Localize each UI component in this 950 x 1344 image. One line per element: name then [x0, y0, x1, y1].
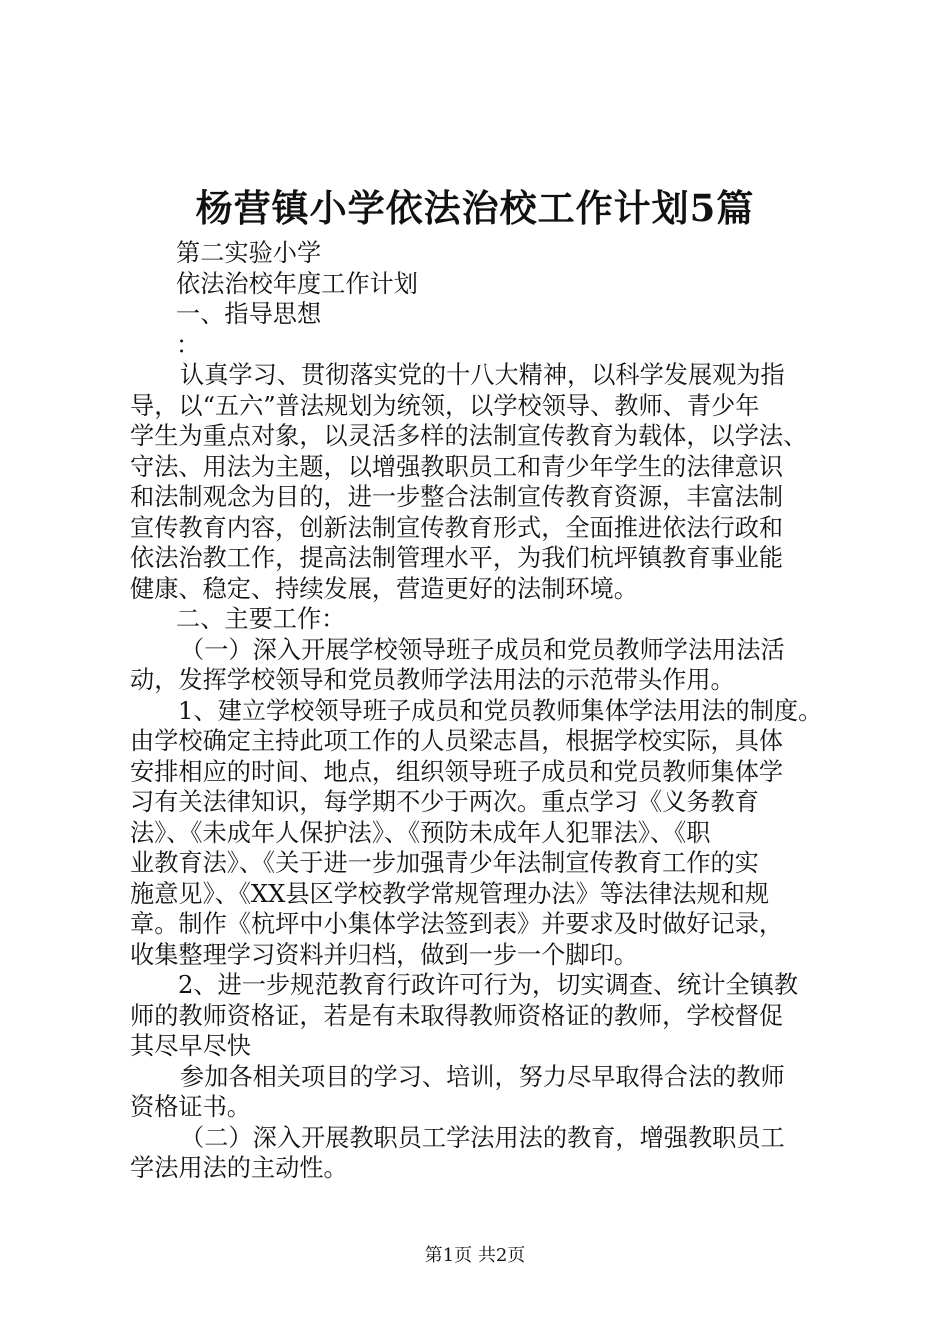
body-line: ：	[176, 330, 201, 359]
document-body	[130, 238, 850, 1184]
body-line: 法》、《未成年人保护法》、《预防未成年人犯罪法》、《职	[130, 818, 711, 847]
body-line: 学生为重点对象，以灵活多样的法制宣传教育为载体，以学法、	[130, 422, 808, 450]
body-line: 第二实验小学	[176, 239, 322, 267]
body-line: 由学校确定主持此项工作的人员梁志昌，根据学校实际，具体	[130, 727, 784, 755]
body-line: 师的教师资格证，若是有未取得教师资格证的教师，学校督促	[130, 1001, 784, 1030]
body-line: 健康、稳定、持续发展，营造更好的法制环境。	[130, 574, 638, 603]
body-line: 依法治校年度工作计划	[176, 269, 418, 298]
body-line: 其尽早尽快	[130, 1032, 251, 1060]
body-line: 认真学习、贯彻落实党的十八大精神，以科学发展观为指	[180, 361, 785, 389]
body-line: 施意见》、《XX县区学校教学常规管理办法》等法律法规和规	[130, 879, 770, 908]
body-line: 参加各相关项目的学习、培训，努力尽早取得合法的教师	[180, 1062, 785, 1091]
body-line: 守法、用法为主题，以增强教职员工和青少年学生的法律意识	[130, 452, 784, 481]
body-line: （一）深入开展学校领导班子成员和党员教师学法用法活	[180, 635, 785, 664]
body-line: 宣传教育内容，创新法制宣传教育形式，全面推进依法行政和	[130, 513, 784, 542]
page-footer: 第1页 共2页	[424, 1245, 526, 1266]
body-line: 和法制观念为目的，进一步整合法制宣传教育资源，丰富法制	[130, 483, 784, 511]
body-line: 章。制作《杭坪中小集体学法签到表》并要求及时做好记录，	[130, 910, 784, 938]
body-line: 二、主要工作：	[176, 605, 346, 633]
body-line: 2、进一步规范教育行政许可行为，切实调查、统计全镇教	[178, 971, 799, 999]
body-line: 习有关法律知识，每学期不少于两次。重点学习《义务教育	[130, 788, 759, 816]
body-line: 资格证书。	[130, 1093, 251, 1121]
body-line: 动，发挥学校领导和党员教师学法用法的示范带头作用。	[130, 666, 735, 694]
body-line: 导，以“五六”普法规划为统领，以学校领导、教师、青少年	[130, 391, 760, 420]
body-line: 1、建立学校领导班子成员和党员教师集体学法用法的制度。	[178, 696, 823, 725]
body-line: 依法治教工作，提高法制管理水平，为我们杭坪镇教育事业能	[130, 544, 784, 572]
body-line: 学法用法的主动性。	[130, 1154, 348, 1182]
body-line: 业教育法》、《关于进一步加强青少年法制宣传教育工作的实	[130, 849, 759, 877]
body-line: （二）深入开展教职员工学法用法的教育，增强教职员工	[180, 1123, 785, 1152]
document-title: 杨营镇小学依法治校工作计划5篇	[195, 186, 755, 230]
body-line: 一、指导思想	[176, 300, 322, 328]
body-line: 收集整理学习资料并归档，做到一步一个脚印。	[130, 940, 638, 969]
body-line: 安排相应的时间、地点，组织领导班子成员和党员教师集体学	[130, 757, 784, 786]
